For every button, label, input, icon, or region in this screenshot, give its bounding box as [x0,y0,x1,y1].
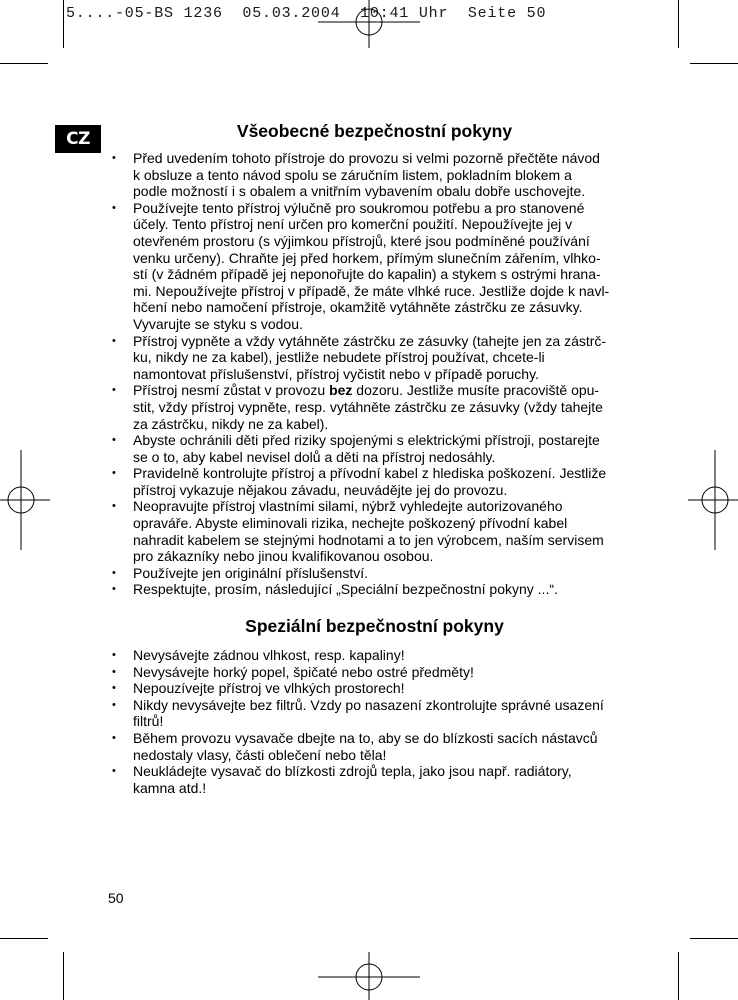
registration-mark-bottom-icon [318,952,420,1000]
registration-mark-right-icon [688,450,738,550]
list-item: • Neukládejte vysavač do blízkosti zdrojů tepla, jako jsou např. radiátory, kamna atd.! [110,763,635,796]
document-body [110,121,635,796]
crop-mark-bottom-right-h [690,938,738,939]
list-item: • Používejte jen originální příslušenství. [110,565,635,582]
crop-mark-top-left-h [0,63,48,64]
language-tab: CZ [55,125,101,153]
crop-mark-bottom-left-v [63,952,64,1000]
list-item: • Nepouzívejte přístroj ve vlhkých prostorech! [110,680,635,697]
special-safety-list [110,647,635,796]
page-number: 50 [108,890,124,906]
list-item: • Nevysávejte zádnou vlhkost, resp. kapaliny! [110,647,635,664]
list-item-text: dozoru. Jestliže musíte pracoviště opu- stit, vždy přístroj vypněte, resp. vytáhněte zástrčku ze zásuvky (vždy tahejte za zástrčku, nikdy ne za kabel). [133,382,603,432]
list-item-text: Přístroj nesmí zůstat v provozu [133,382,330,399]
list-item: • Přístroj vypněte a vždy vytáhněte zástrčku ze zásuvky (tahejte jen za zástrč- ku, nikdy ne za kabel), jestliže nebudete přístroj používat, chcete-li namontovat příslušenství, přístroj vyčistit nebo v případě poruchy. [110,333,635,383]
general-safety-title: Všeobecné bezpečnostní pokyny [236,121,513,141]
crop-mark-top-left-v [63,0,64,48]
crop-mark-top-right-v [678,0,679,48]
crop-mark-bottom-left-h [0,938,48,939]
crop-mark-top-right-h [690,63,738,64]
list-item [110,382,635,432]
list-item: • Používejte tento přístroj výlučně pro soukromou potřebu a pro stanovené účely. Tento přístroj není určen pro komerční použití. Nepoužívejte jej v otevřeném prostoru (s výjimkou přístrojů, které jsou podmíněné používání venku určeny). Chraňte jej před horkem, přímým slunečním zářením, vlhko- stí (v žádném případě jej neponořujte do kapalin) a stykem s ostrými hrana- mi. Nepoužívejte přístroj v případě, že máte vlhké ruce. Jestliže dojde k navl- hčení nebo namočení přístroje, okamžitě vytáhněte zástrčku ze zásuvky. Vyvarujte se styku s vodou. [110,200,635,333]
list-item: • Neopravujte přístroj vlastními silami, nýbrž vyhledejte autorizovaného opraváře. Abyste eliminovali rizika, nechejte poškozený přívodní kabel nahradit kabelem se stejnými hodnotami a to jen výrobcem, naším servisem pro zákazníky nebo jinou kvalifikovanou osobou. [110,498,635,564]
registration-mark-left-icon [0,450,50,550]
print-header: 5....-05-BS 1236 05.03.2004 10:41 Uhr Seite 50 [66,5,547,22]
general-safety-list [110,150,635,598]
special-safety-title: Speziální bezpečnostní pokyny [245,616,504,637]
list-item: • Respektujte, prosím, následující „Speciální bezpečnostní pokyny ...“. [110,581,635,598]
list-item: • Abyste ochránili děti před riziky spojenými s elektrickými přístroji, postarejte se o to, aby kabel nevisel dolů a děti na přístroj nedosáhly. [110,432,635,465]
list-item: • Nikdy nevysávejte bez filtrů. Vzdy po nasazení zkontrolujte správné usazení filtrů! [110,697,635,730]
list-item: • Během provozu vysavače dbejte na to, aby se do blízkosti sacích nástavců nedostaly vlasy, části oblečení nebo těla! [110,730,635,763]
list-item: • Pravidelně kontrolujte přístroj a přívodní kabel z hlediska poškození. Jestliže přístroj vykazuje nějakou závadu, neuvádějte jej do provozu. [110,465,635,498]
list-item: • Nevysávejte horký popel, špičaté nebo ostré předměty! [110,664,635,681]
list-item-bold-text: bez [329,382,353,399]
registration-mark-top-icon [318,0,420,48]
crop-mark-bottom-right-v [678,952,679,1000]
list-item: • Před uvedením tohoto přístroje do provozu si velmi pozorně přečtěte návod k obsluze a tento návod spolu se záručním listem, pokladním blokem a podle možností i s obalem a vnitřním vybavením obalu dobře uschovejte. [110,150,635,200]
